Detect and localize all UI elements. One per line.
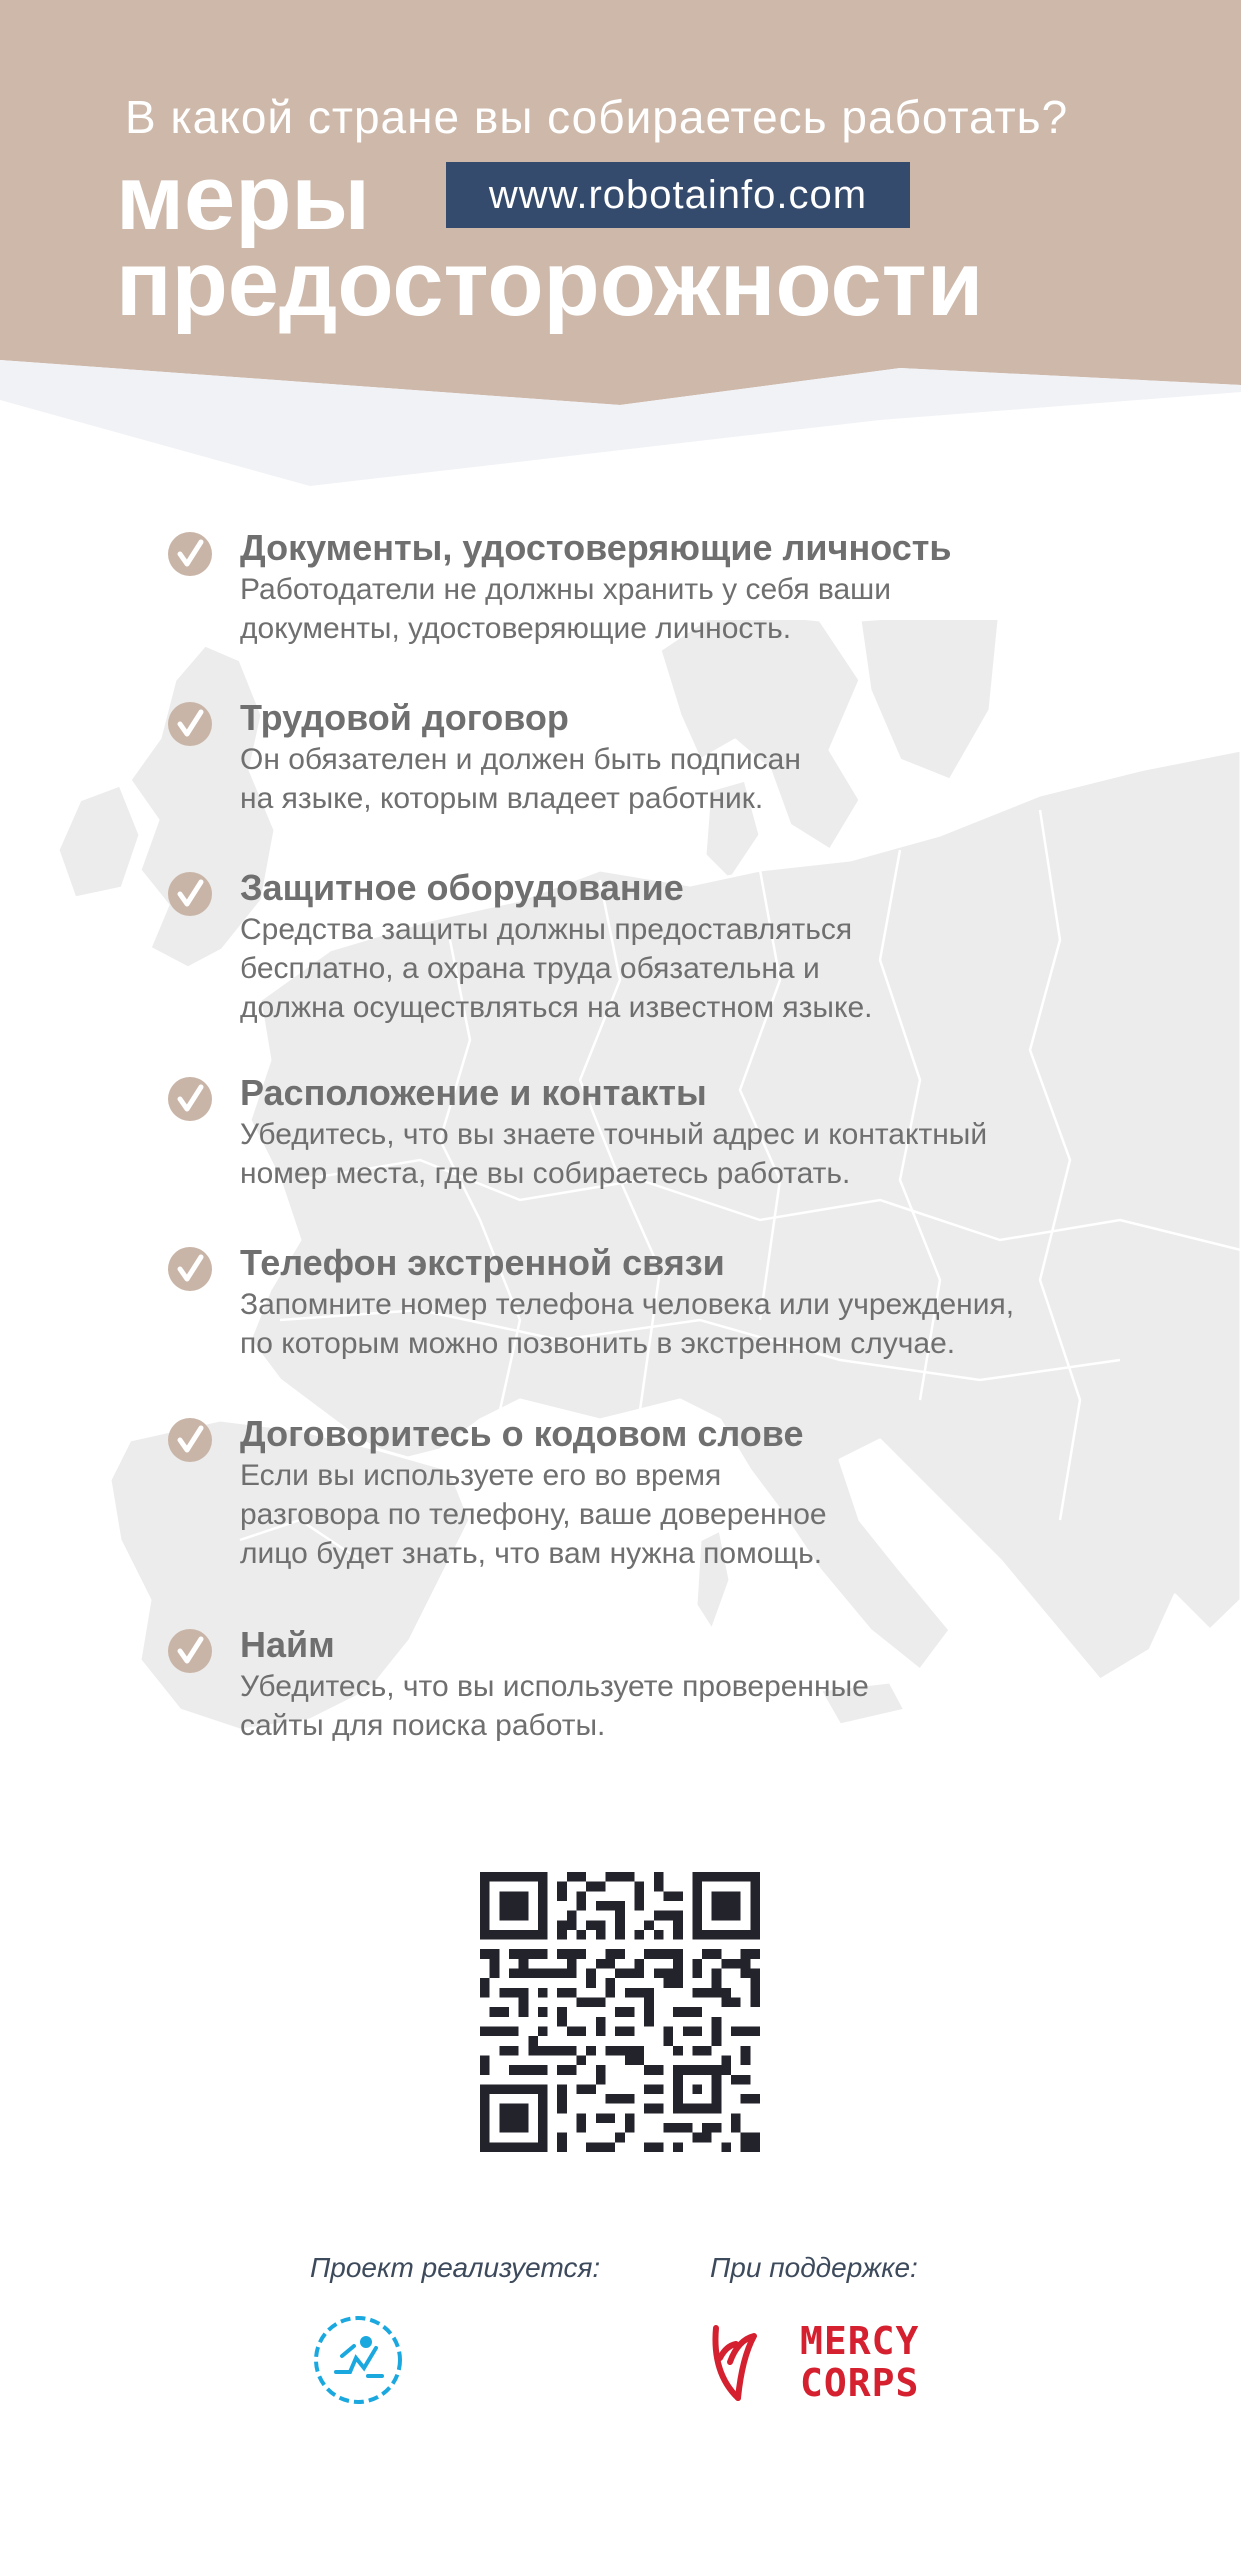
qr-code[interactable] — [480, 1872, 760, 2152]
website-url-link[interactable]: www.robotainfo.com — [446, 162, 910, 228]
check-icon — [168, 1077, 212, 1121]
item-text: Работодатели не должны хранить у себя ваши документы, удостоверяющие личность. — [240, 573, 892, 645]
item-title: Трудовой договор — [240, 697, 569, 738]
supported-by-label: При поддержке: — [710, 2252, 918, 2283]
item-text: Если вы используете его во время разговора по телефону, ваше доверенное лицо будет знать, что вам нужна помощь. — [240, 1459, 827, 1570]
item-title: Телефон экстренной связи — [240, 1242, 725, 1283]
mercy-corps-logo-icon — [708, 2318, 764, 2404]
corps-logo-text: CORPS — [800, 2361, 920, 2405]
item-text: Убедитесь, что вы знаете точный адрес и контактный номер места, где вы собираетесь работать. — [240, 1118, 988, 1190]
check-icon — [168, 1418, 212, 1462]
item-text: Средства защиты должны предоставляться бесплатно, а охрана труда обязательна и должна осуществляться на известном языке. — [240, 913, 873, 1024]
page-title-line2: предосторожности — [116, 233, 984, 335]
check-icon — [168, 532, 212, 576]
check-icon — [168, 872, 212, 916]
item-title: Расположение и контакты — [240, 1072, 707, 1113]
implemented-by-label: Проект реализуется: — [310, 2252, 601, 2283]
item-title: Документы, удостоверяющие личность — [240, 527, 952, 568]
item-title: Договоритесь о кодовом слове — [240, 1413, 804, 1454]
check-icon — [168, 702, 212, 746]
item-text: Он обязателен и должен быть подписан на языке, которым владеет работник. — [240, 743, 801, 815]
partner-logo-circle-icon — [310, 2312, 406, 2408]
item-title: Защитное оборудование — [240, 867, 684, 908]
item-text: Убедитесь, что вы используете проверенные сайты для поиска работы. — [240, 1670, 869, 1742]
header-question: В какой стране вы собираетесь работать? — [125, 91, 1069, 143]
item-title: Найм — [240, 1624, 335, 1665]
item-text: Запомните номер телефона человека или учреждения, по которым можно позвонить в экстренном случае. — [240, 1288, 1015, 1360]
check-icon — [168, 1629, 212, 1673]
check-icon — [168, 1247, 212, 1291]
mercy-logo-text: MERCY — [800, 2319, 920, 2363]
page-title-line1: меры — [116, 147, 370, 249]
